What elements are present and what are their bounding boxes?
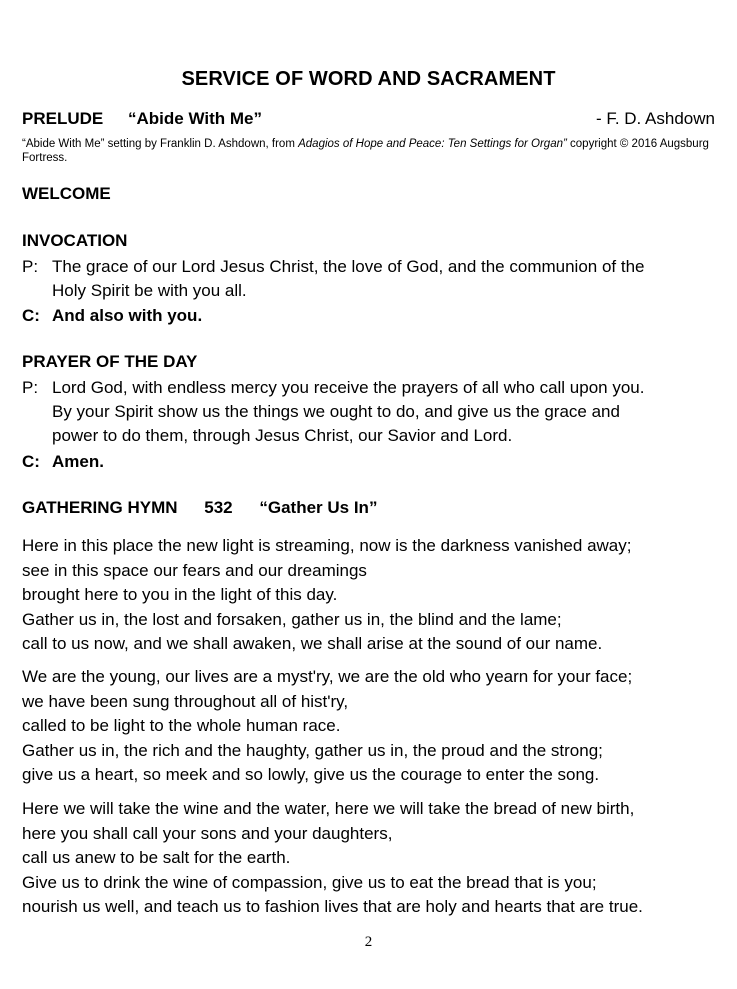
stanza-line: Here in this place the new light is streaming, now is the darkness vanished away; [22,536,632,555]
hymn-name: “Gather Us In” [259,498,378,517]
invocation-heading: INVOCATION [22,231,128,250]
invocation-p-line1: The grace of our Lord Jesus Christ, the love of God, and the communion of the [52,257,645,276]
page-number: 2 [364,934,373,950]
prayer-p-line1: Lord God, with endless mercy you receive the prayers of all who call upon you. [52,378,645,397]
stanza-line: Gather us in, the lost and forsaken, gather us in, the blind and the lame; [22,609,562,629]
stanza-line: here you shall call your sons and your daughters, [22,823,393,843]
stanza-line: we have been sung throughout all of hist'ry, [22,691,349,711]
hymn-stanza-1 [22,534,722,657]
invocation-pastor [22,255,722,303]
speaker-p: P: [22,378,39,397]
prelude-composer: - F. D. Ashdown [595,109,715,128]
invocation-congregation [22,304,722,328]
invocation-p-line2: Holy Spirit be with you all. [52,281,247,300]
hymn-number: 532 [204,498,233,517]
speaker-c: C: [22,452,40,471]
prelude-label: PRELUDE [22,109,104,128]
stanza-line: nourish us well, and teach us to fashion lives that are holy and hearts that are true. [22,897,643,916]
credit-pre: “Abide With Me” setting by Franklin D. Ashdown, from [22,138,299,150]
stanza-line: call us anew to be salt for the earth. [22,848,291,867]
stanza-line: see in this space our fears and our dreamings [22,560,367,580]
speaker-p: P: [22,257,39,276]
credit-work: Adagios of Hope and Peace: Ten Settings for Organ” [298,138,567,150]
stanza-line: Gather us in, the rich and the haughty, gather us in, the proud and the strong; [22,740,603,760]
stanza-line: We are the young, our lives are a myst'ry, we are the old who yearn for your face; [22,667,633,686]
stanza-line: give us a heart, so meek and so lowly, give us the courage to enter the song. [22,765,600,784]
prelude-piece: “Abide With Me” [128,109,262,128]
credit-post: copyright © 2016 Augsburg Fortress. [22,138,709,164]
prelude-credit [22,137,712,165]
prayer-heading: PRAYER OF THE DAY [22,352,198,371]
welcome-heading: WELCOME [22,184,111,203]
prayer-p-line3: power to do them, through Jesus Christ, our Savior and Lord. [52,426,513,445]
hymn-stanza-3 [22,797,722,920]
stanza-line: call to us now, and we shall awaken, we shall arise at the sound of our name. [22,634,603,653]
stanza-line: Here we will take the wine and the water, here we will take the bread of new birth, [22,799,635,818]
prayer-pastor [22,376,722,448]
stanza-line: brought here to you in the light of this day. [22,585,338,604]
invocation-c-text: And also with you. [52,306,203,325]
hymn-heading [22,498,377,518]
hymn-stanza-2 [22,665,722,788]
prelude-row [22,109,715,131]
prayer-c-text: Amen. [52,452,104,471]
stanza-line: called to be light to the whole human race. [22,716,341,735]
prayer-p-line2: By your Spirit show us the things we ought to do, and give us the grace and [52,402,620,421]
hymn-label: GATHERING HYMN [22,498,178,517]
stanza-line: Give us to drink the wine of compassion, give us to eat the bread that is you; [22,872,597,892]
page-title: SERVICE OF WORD AND SACRAMENT [181,68,556,90]
prayer-congregation [22,450,722,474]
speaker-c: C: [22,306,40,325]
